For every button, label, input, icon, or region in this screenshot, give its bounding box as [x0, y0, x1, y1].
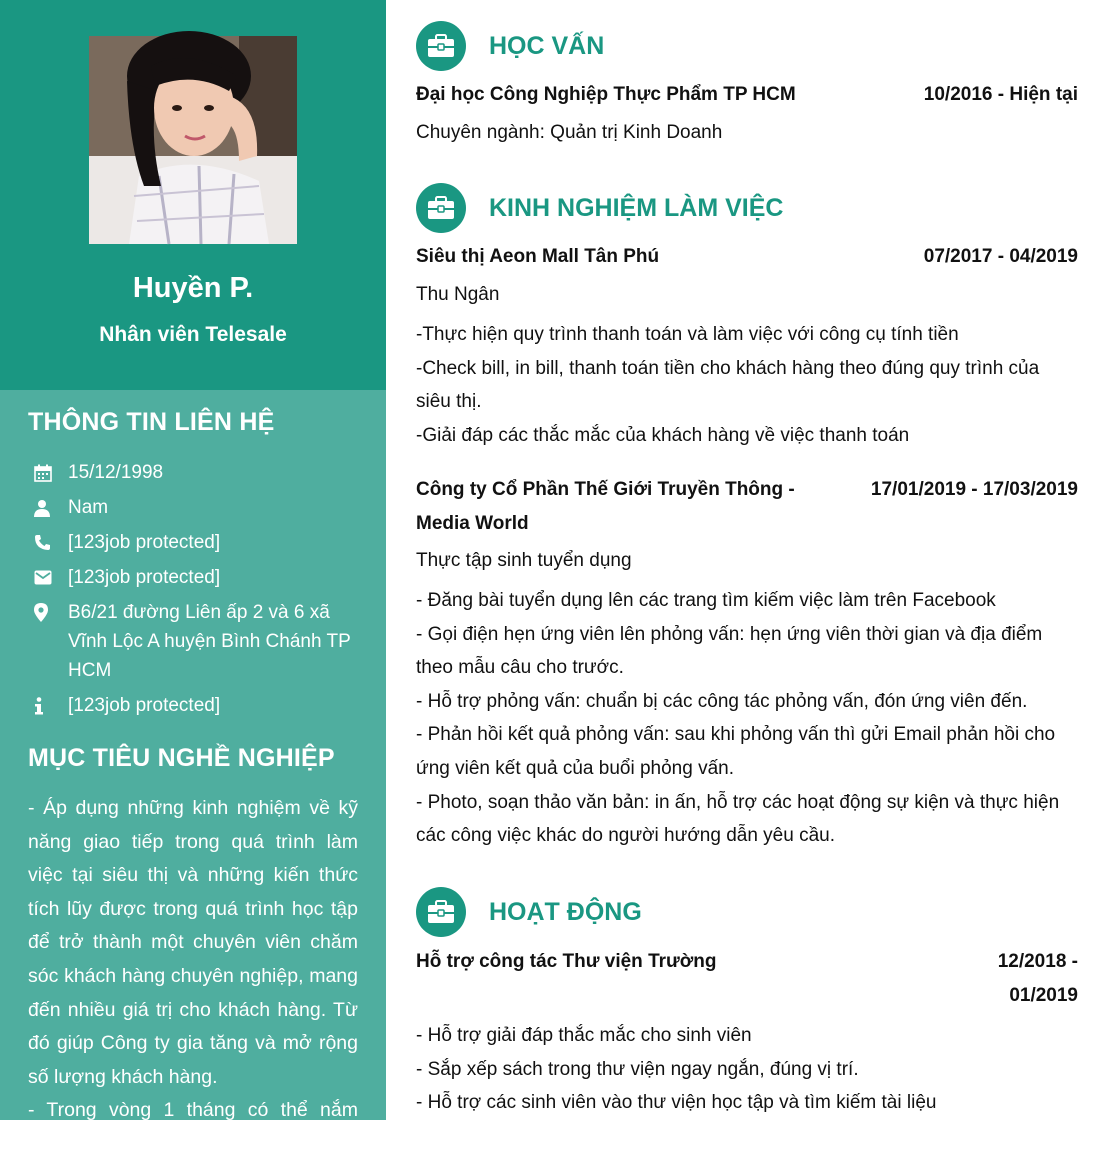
contact-text: 15/12/1998 — [68, 462, 164, 483]
job-duty-line: -Giải đáp các thắc mắc của khách hàng về việc thanh toán — [416, 424, 910, 446]
profile-header — [0, 0, 386, 390]
avatar — [89, 36, 297, 244]
education-school: Đại học Công Nghiệp Thực Phẩm TP HCM — [416, 84, 796, 105]
activity-name: Hỗ trợ công tác Thư viện Trường — [416, 951, 717, 972]
user-icon — [30, 493, 58, 522]
contact-text: [123job protected] — [68, 695, 221, 716]
briefcase-icon — [416, 21, 466, 71]
calendar-icon — [30, 458, 58, 487]
activities-section-header — [416, 887, 642, 937]
activity-line: - Hỗ trợ giải đáp thắc mắc cho sinh viên — [416, 1025, 752, 1046]
location-icon — [30, 598, 58, 627]
contact-list — [30, 458, 370, 726]
job-description — [416, 584, 1078, 853]
job-description — [416, 318, 1078, 452]
job-role: Thu Ngân — [416, 284, 500, 305]
contact-email — [30, 563, 370, 592]
briefcase-icon — [416, 183, 466, 233]
info-icon — [30, 691, 58, 720]
objective-paragraph: - Áp dụng những kinh nghiệm về kỹ năng giao tiếp trong quá trình làm việc tại siêu thị và những kiến thức tích lũy được trong quá trình học tập để trở thành một chuyên viên chăm sóc khách hàng chuyên nghiệp, mang đến nhiều giá trị cho khách hàng. Từ đó giúp Công ty gia tăng và mở rộng số lượng khách hàng. — [28, 797, 358, 1088]
objective-section-title: MỤC TIÊU NGHỀ NGHIỆP — [28, 744, 335, 772]
job-duty-line: - Photo, soạn thảo văn bản: in ấn, hỗ trợ các hoạt động sự kiện và thực hiện các công việc khác do người hướng dẫn yêu cầu. — [416, 791, 1060, 847]
contact-address — [30, 598, 370, 685]
experience-section-title: KINH NGHIỆM LÀM VIỆC — [489, 193, 784, 222]
objective-paragraph: - Trong vòng 1 tháng có thể nắm vững — [28, 1099, 358, 1155]
job-duty-line: - Hỗ trợ phỏng vấn: chuẩn bị các công tác phỏng vấn, đón ứng viên đến. — [416, 690, 1028, 712]
education-entry-header — [416, 78, 1078, 112]
job-duty-line: -Thực hiện quy trình thanh toán và làm việc với công cụ tính tiền — [416, 324, 959, 345]
candidate-name: Huyền P. — [132, 272, 254, 304]
job-duty-line: - Phản hồi kết quả phỏng vấn: sau khi phỏng vấn thì gửi Email phản hồi cho ứng viên kết quả của buổi phỏng vấn. — [416, 724, 1056, 779]
job-date: 17/01/2019 - 17/03/2019 — [870, 479, 1078, 500]
education-section-title: HỌC VẤN — [489, 31, 605, 60]
contact-text: [123job protected] — [68, 532, 221, 553]
activity-date: 12/2018 - 01/2019 — [997, 951, 1078, 1006]
job-duty-line: - Đăng bài tuyển dụng lên các trang tìm kiếm việc làm trên Facebook — [416, 590, 996, 611]
activities-section-title: HOẠT ĐỘNG — [489, 897, 642, 926]
activity-line: - Sắp xếp sách trong thư viện ngay ngắn, đúng vị trí. — [416, 1058, 859, 1080]
contact-text: [123job protected] — [68, 567, 221, 588]
avatar-photo — [89, 36, 297, 244]
contact-section-title: THÔNG TIN LIÊN HỆ — [28, 408, 275, 436]
job-role: Thực tập sinh tuyển dụng — [416, 550, 632, 571]
contact-phone — [30, 528, 370, 557]
job-date: 07/2017 - 04/2019 — [923, 246, 1078, 267]
email-icon — [30, 563, 58, 592]
objective-text — [28, 792, 358, 1162]
contact-gender — [30, 493, 370, 522]
job-duty-line: -Check bill, in bill, thanh toán tiền cho khách hàng theo đúng quy trình của siêu thị. — [416, 357, 1040, 413]
education-section-header — [416, 21, 604, 71]
education-date: 10/2016 - Hiện tại — [923, 84, 1078, 105]
job-entry-header — [416, 473, 1078, 541]
main-content — [386, 0, 1106, 1120]
contact-text: Nam — [68, 497, 109, 518]
contact-birthday — [30, 458, 370, 487]
briefcase-icon — [416, 887, 466, 937]
job-company: Công ty Cổ Phần Thế Giới Truyền Thông - Media World — [416, 479, 795, 534]
job-duty-line: - Gọi điện hẹn ứng viên lên phỏng vấn: hẹn ứng viên thời gian và địa điểm theo mẫu câu cho trước. — [416, 623, 1043, 679]
contact-info — [30, 691, 370, 720]
phone-icon — [30, 528, 58, 557]
job-company: Siêu thị Aeon Mall Tân Phú — [416, 246, 660, 267]
contact-text: B6/21 đường Liên ấp 2 và 6 xã Vĩnh Lộc A huyện Bình Chánh TP HCM — [68, 602, 351, 681]
activity-entry-header — [416, 945, 1078, 1013]
candidate-position: Nhân viên Telesale — [99, 323, 287, 346]
sidebar — [0, 0, 386, 1155]
activity-description — [416, 1019, 1078, 1120]
education-major: Chuyên ngành: Quản trị Kinh Doanh — [416, 122, 723, 143]
activity-line: - Hỗ trợ các sinh viên vào thư viện học tập và tìm kiếm tài liệu — [416, 1092, 937, 1114]
job-entry-header — [416, 240, 1078, 274]
experience-section-header — [416, 183, 783, 233]
